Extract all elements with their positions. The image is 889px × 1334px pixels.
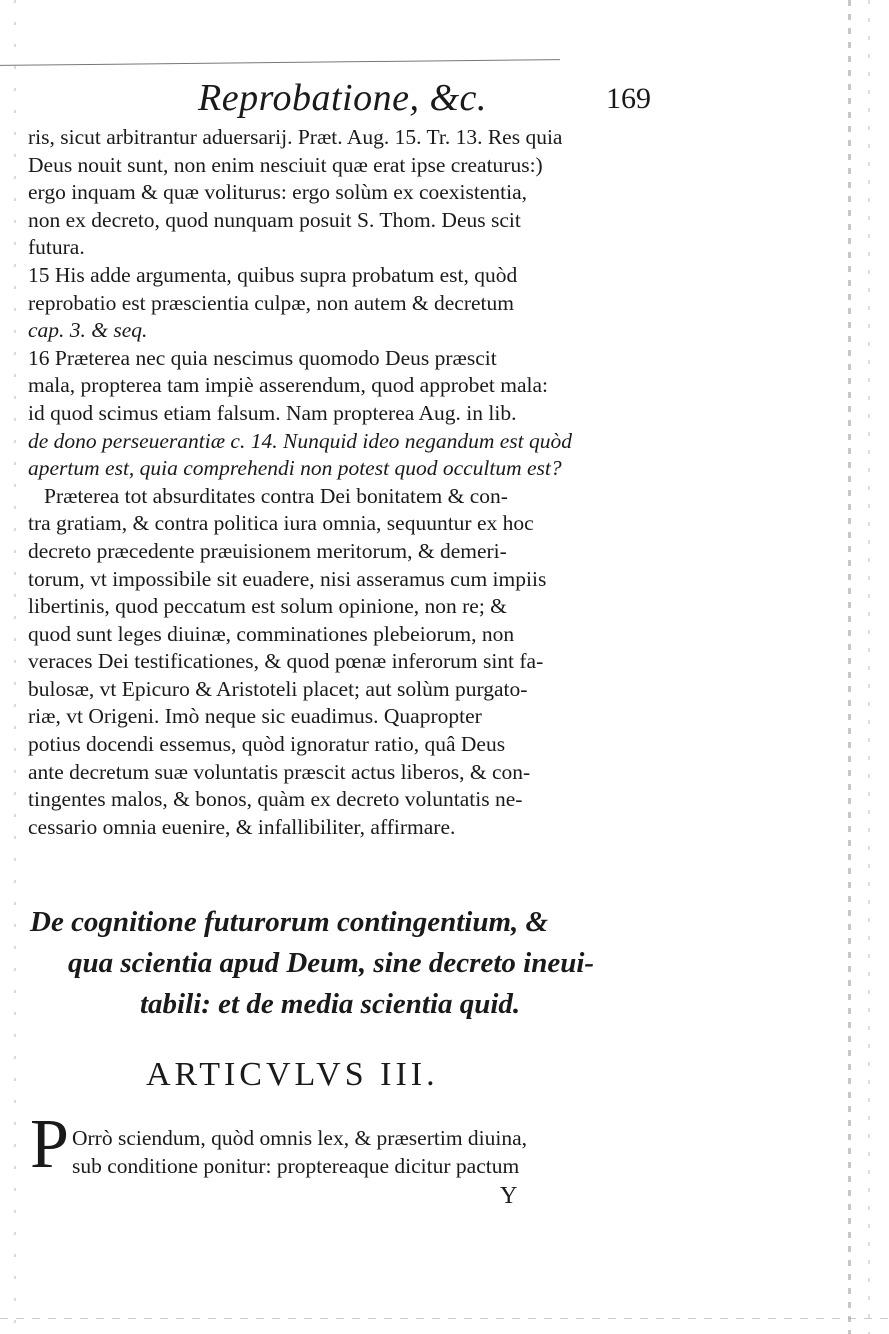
final-paragraph-line: Orrò sciendum, quòd omnis lex, & præsertim diuina, [72, 1126, 528, 1150]
body-line: ris, sicut arbitrantur aduersarij. Præt. Aug. 15. Tr. 13. Res quia [28, 125, 563, 149]
page-number: 169 [606, 82, 651, 115]
body-line: 16 Præterea nec quia nescimus quomodo Deus præscit [28, 345, 497, 370]
body-line: torum, vt impossibile sit euadere, nisi asseramus cum impiis [28, 566, 547, 591]
catchword: Y [500, 1183, 518, 1209]
section-heading-line: tabili: et de media scientia quid. [140, 988, 521, 1020]
body-line: cessario omnia euenire, & infallibiliter, affirmare. [28, 814, 456, 839]
body-line: potius docendi essemus, quòd ignoratur ratio, quâ Deus [28, 732, 506, 757]
body-line: reprobatio est præscientia culpæ, non autem & decretum [28, 290, 514, 315]
body-line: 15 His adde argumenta, quibus supra probatum est, quòd [28, 262, 518, 287]
body-line: veraces Dei testificationes, & quod pœnæ inferorum sint fa- [28, 649, 544, 674]
body-line: Præterea tot absurditates contra Dei bonitatem & con- [44, 483, 508, 508]
final-paragraph [72, 1124, 662, 1179]
body-line: non ex decreto, quod nunquam posuit S. Thom. Deus scit [28, 207, 521, 232]
page-bottom-edge [0, 1318, 889, 1319]
body-line: bulosæ, vt Epicuro & Aristoteli placet; aut solùm purgato- [28, 676, 528, 701]
section-heading [30, 902, 670, 1025]
body-line: de dono perseuerantiæ c. 14. Nunquid ideo negandum est quòd [28, 428, 573, 453]
section-heading-line: De cognitione futurorum contingentium, & [30, 906, 549, 938]
page-left-edge [14, 0, 16, 1334]
running-head: Reprobatione, &c. [198, 77, 487, 119]
body-line: apertum est, quia comprehendi non potest quod occultum est? [28, 456, 562, 481]
page-header [30, 72, 660, 124]
body-line: decreto præcedente præuisionem meritorum, & demeri- [28, 538, 507, 563]
body-line: futura. [28, 235, 85, 260]
body-line: cap. 3. & seq. [28, 318, 148, 343]
body-line: id quod scimus etiam falsum. Nam propterea Aug. in lib. [28, 400, 517, 425]
page-right-edge-inner [868, 0, 870, 1334]
page-top-edge [0, 59, 560, 66]
body-line: quod sunt leges diuinæ, comminationes plebeiorum, non [28, 621, 515, 646]
page-right-edge [848, 0, 851, 1334]
body-text [28, 124, 658, 841]
section-heading-line: qua scientia apud Deum, sine decreto ineui- [68, 947, 595, 979]
body-line: tingentes malos, & bonos, quàm ex decreto voluntatis ne- [28, 787, 523, 812]
body-line: tra gratiam, & contra politica iura omnia, sequuntur ex hoc [28, 511, 534, 536]
body-line: Deus nouit sunt, non enim nesciuit quæ erat ipse creaturus:) [28, 152, 543, 177]
body-line: mala, propterea tam impiè asserendum, quod approbet mala: [28, 373, 548, 398]
article-title: ARTICVLVS III. [146, 1056, 439, 1093]
body-line: libertinis, quod peccatum est solum opinione, non re; & [28, 594, 507, 619]
body-line: ante decretum suæ voluntatis præscit actus liberos, & con- [28, 759, 531, 784]
body-line: riæ, vt Origeni. Imò neque sic euadimus. Quapropter [28, 704, 482, 729]
final-paragraph-line: sub conditione ponitur: proptereaque dicitur pactum [72, 1153, 520, 1178]
drop-cap: P [30, 1106, 69, 1183]
body-line: ergo inquam & quæ voliturus: ergo solùm ex coexistentia, [28, 180, 528, 205]
